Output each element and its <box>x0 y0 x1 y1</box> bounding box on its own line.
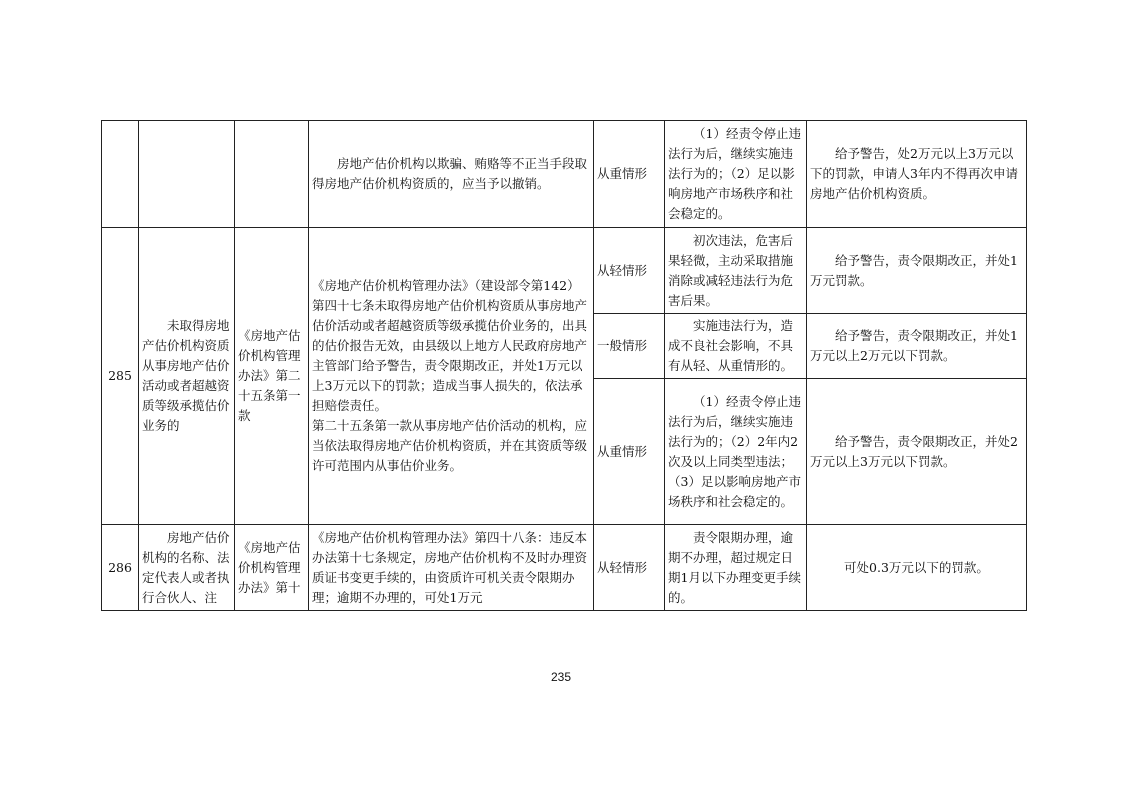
violation-item-cell: 房地产估价机构的名称、法定代表人或者执行合伙人、注 <box>139 525 235 611</box>
table-row <box>102 121 1027 228</box>
penalty-standard-cell: 给予警告，责令限期改正，并处1万元罚款。 <box>807 228 1027 314</box>
circumstance-cell: 从重情形 <box>594 121 665 228</box>
condition-cell: （1）经责令停止违法行为后，继续实施违法行为的；（2）足以影响房地产市场秩序和社会稳定的。 <box>665 121 807 228</box>
legal-basis-paragraph: 《房地产估价机构管理办法》（建设部令第142）第四十七条未取得房地产估价机构资质从事房地产估价活动或者超越资质等级承揽估价业务的，出具的估价报告无效，由县级以上地方人民政府房地产主管部门给予警告，责令限期改正，并处1万元以上3万元以下的罚款；造成当事人损失的，依法承担赔偿责任。 <box>312 278 588 413</box>
condition-cell: 实施违法行为，造成不良社会影响，不具有从轻、从重情形的。 <box>665 314 807 379</box>
penalty-standard-cell: 给予警告，责令限期改正，并处1万元以上2万元以下罚款。 <box>807 314 1027 379</box>
table-row <box>102 228 1027 314</box>
circumstance-cell: 从轻情形 <box>594 525 665 611</box>
circumstance-cell: 从轻情形 <box>594 228 665 314</box>
circumstance-cell: 一般情形 <box>594 314 665 379</box>
legal-basis-short-cell <box>235 121 309 228</box>
row-number-cell: 286 <box>102 525 139 611</box>
legal-basis-text-cell: 房地产估价机构以欺骗、贿赂等不正当手段取得房地产估价机构资质的，应当予以撤销。 <box>309 121 594 228</box>
violation-item-cell <box>139 121 235 228</box>
row-number-cell: 285 <box>102 228 139 525</box>
condition-cell: 初次违法，危害后果轻微，主动采取措施消除或减轻违法行为危害后果。 <box>665 228 807 314</box>
condition-cell: 责令限期办理，逾期不办理，超过规定日期1月以下办理变更手续的。 <box>665 525 807 611</box>
condition-cell: （1）经责令停止违法行为后，继续实施违法行为的；（2）2年内2次及以上同类型违法；（3）足以影响房地产市场秩序和社会稳定的。 <box>665 379 807 525</box>
penalty-standard-cell: 可处0.3万元以下的罚款。 <box>807 525 1027 611</box>
legal-basis-short-cell: 《房地产估价机构管理办法》第十 <box>235 525 309 611</box>
circumstance-cell: 从重情形 <box>594 379 665 525</box>
legal-basis-text-cell <box>309 228 594 525</box>
penalty-standard-cell: 给予警告，责令限期改正，并处2万元以上3万元以下罚款。 <box>807 379 1027 525</box>
page-number: 235 <box>550 670 572 684</box>
legal-basis-paragraph: 第二十五条第一款从事房地产估价活动的机构，应当依法取得房地产估价机构资质，并在其资质等级许可范围内从事估价业务。 <box>312 418 588 473</box>
legal-basis-text-cell: 《房地产估价机构管理办法》第四十八条：违反本办法第十七条规定，房地产估价机构不及时办理资质证书变更手续的，由资质许可机关责令限期办理；逾期不办理的，可处1万元 <box>309 525 594 611</box>
violation-item-cell: 未取得房地产估价机构资质从事房地产估价活动或者超越资质等级承揽估价业务的 <box>139 228 235 525</box>
table-row <box>102 525 1027 611</box>
row-number-cell <box>102 121 139 228</box>
legal-basis-short-cell: 《房地产估价机构管理办法》第二十五条第一款 <box>235 228 309 525</box>
penalty-standards-table <box>101 120 1027 611</box>
penalty-standard-cell: 给予警告，处2万元以上3万元以下的罚款，申请人3年内不得再次申请房地产估价机构资质。 <box>807 121 1027 228</box>
